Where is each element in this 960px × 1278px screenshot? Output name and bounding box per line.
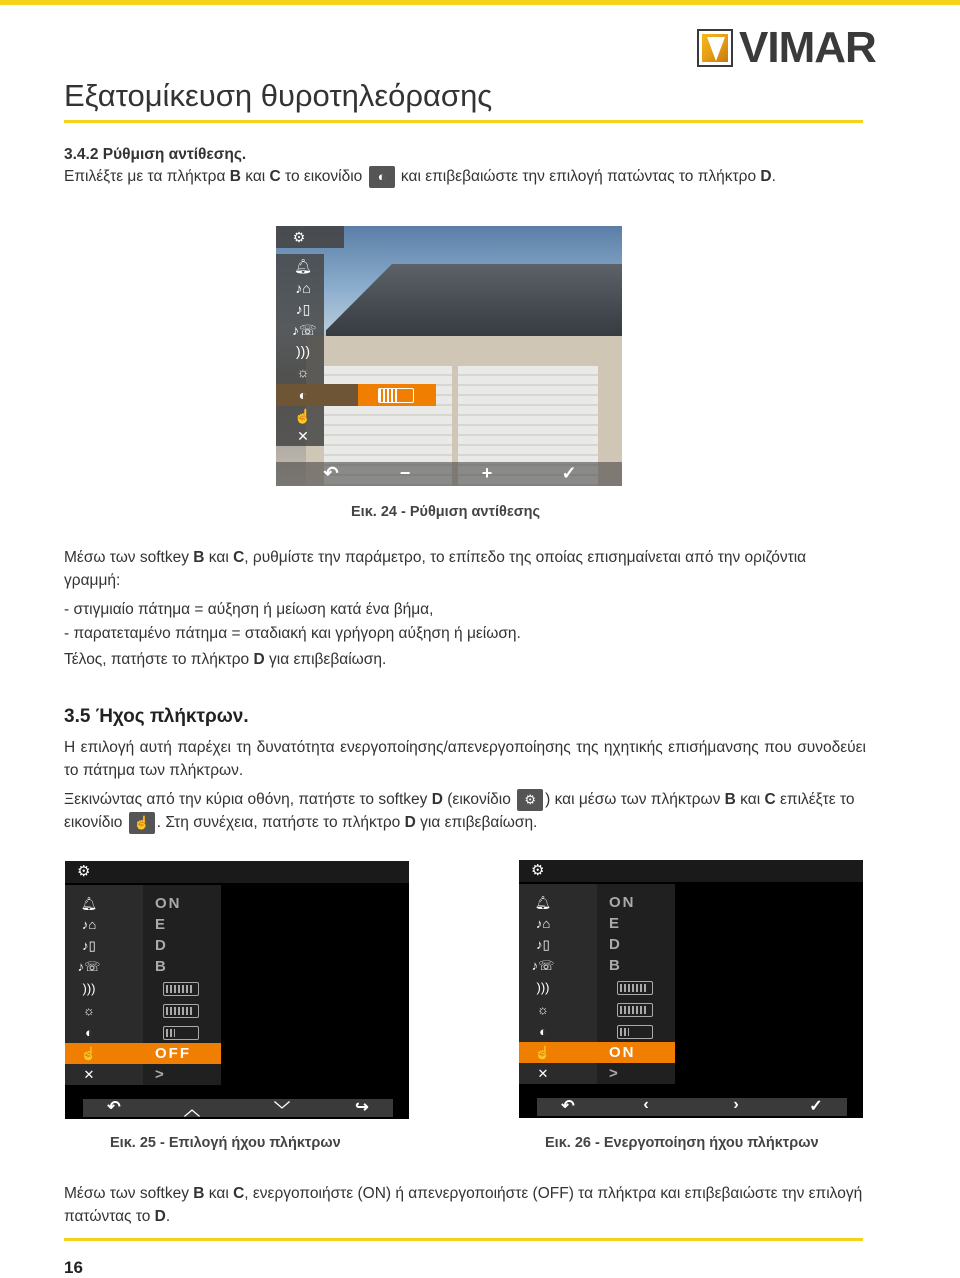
vimar-logo-mark-icon: [697, 29, 733, 67]
key-sound-icon: ☝: [534, 1045, 552, 1060]
minus-softkey[interactable]: −: [399, 463, 411, 483]
menu-row-volume[interactable]: [519, 977, 675, 998]
ringtone-door-icon: ♪▯: [295, 301, 311, 317]
menu-row-volume[interactable]: [65, 978, 221, 999]
bell-icon: 🔔︎: [80, 896, 98, 911]
page-title: Εξατομίκευση θυροτηλεόρασης: [64, 78, 493, 113]
vimar-logo: [697, 23, 876, 72]
bell-icon: 🔔︎: [534, 895, 552, 910]
contrast-icon: ◐: [298, 387, 308, 403]
ringtone-intercom-icon: ♪☏: [531, 958, 555, 973]
contrast-icon: ◐: [369, 166, 395, 188]
figure-24-caption: Εικ. 24 - Ρύθμιση αντίθεσης: [351, 504, 541, 520]
menu-row-bell[interactable]: 🔔︎ ON: [65, 893, 221, 914]
menu-row-door[interactable]: ♪▯ D: [65, 935, 221, 956]
volume-icon: ))): [536, 980, 550, 995]
menu-row-porch[interactable]: ♪⌂ E: [65, 914, 221, 935]
ringtone-porch-icon: ♪⌂: [295, 280, 311, 296]
figure-26-caption: Εικ. 26 - Ενεργοποίηση ήχου πλήκτρων: [545, 1135, 819, 1151]
figure-26-key-sound-on-screen: [519, 860, 863, 1118]
ringtone-door-icon: ♪▯: [82, 938, 96, 953]
contrast-level-bar: [378, 388, 414, 403]
menu-row-brightness[interactable]: [519, 999, 675, 1020]
contrast-instructions: Μέσω των softkey B και C, ρυθμίστε την παράμετρο, το επίπεδο της οποίας επισημαίνεται από την οριζόντια γραμμή:: [64, 549, 807, 589]
back-softkey[interactable]: ↶: [323, 463, 339, 483]
figure-24-contrast-screen: [276, 226, 622, 486]
volume-level-bar: [163, 982, 199, 996]
menu-row-key-sound-selected[interactable]: ☝ OFF: [65, 1043, 221, 1064]
right-softkey[interactable]: ›: [733, 1096, 739, 1113]
contrast-icon: ◐: [539, 1024, 547, 1039]
final-instructions: Μέσω των softkey B και C, ενεργοποιήστε (ON) ή απενεργοποιήστε (OFF) τα πλήκτρα και επιβεβαιώστε την επιλογή πατώντας το D.: [64, 1185, 863, 1225]
settings-gear-icon: ⚙: [517, 789, 543, 811]
key-sound-icon: ☝: [129, 812, 155, 834]
volume-level-bar: [617, 981, 653, 995]
left-softkey[interactable]: ‹: [643, 1096, 649, 1113]
plus-softkey[interactable]: +: [481, 463, 493, 483]
menu-row-intercom[interactable]: ♪☏ B: [77, 958, 168, 975]
down-softkey[interactable]: ﹀: [273, 1102, 290, 1119]
menu-row-door[interactable]: ♪▯ D: [519, 934, 675, 955]
footer-line: [64, 1238, 863, 1241]
instruction-short-press: - στιγμιαίο πάτημα = αύξηση ή μείωση κατά ένα βήμα,: [64, 601, 434, 618]
section-35-intro: Η επιλογή αυτή παρέχει τη δυνατότητα ενεργοποίησης/απενεργοποίησης της ηχητικής επισήμανσης που συνοδεύει το πάτημα των πλήκτρων.: [64, 739, 866, 779]
brightness-icon: ☼: [296, 364, 310, 380]
menu-row-contrast[interactable]: [519, 1021, 675, 1042]
settings-gear-icon: ⚙: [292, 229, 306, 245]
settings-header: [519, 860, 863, 882]
bell-icon: 🔔︎: [294, 258, 312, 274]
instruction-long-press: - παρατεταμένο πάτημα = σταδιακή και γρήγορη αύξηση ή μείωση.: [64, 625, 521, 642]
confirm-softkey[interactable]: ✓: [561, 463, 577, 483]
menu-row-key-sound-selected[interactable]: ☝ ON: [519, 1042, 675, 1063]
enter-softkey[interactable]: ↪: [355, 1099, 369, 1116]
brightness-level-bar: [163, 1004, 199, 1018]
ringtone-intercom-icon: ♪☏: [77, 959, 101, 974]
settings-header: [276, 226, 344, 248]
menu-row-intercom[interactable]: ♪☏ B: [531, 957, 622, 974]
back-softkey[interactable]: ↶: [561, 1098, 575, 1115]
ringtone-door-icon: ♪▯: [536, 937, 550, 952]
contrast-icon: ◐: [85, 1025, 93, 1040]
section-heading-35: 3.5 Ήχος πλήκτρων.: [64, 706, 249, 727]
contrast-level-bar: [163, 1026, 199, 1040]
key-sound-icon: ☝: [80, 1046, 98, 1061]
ringtone-porch-icon: ♪⌂: [81, 917, 97, 932]
brightness-icon: ☼: [537, 1002, 549, 1017]
page-number: 16: [64, 1258, 83, 1277]
menu-row-tools[interactable]: ✕ >: [65, 1064, 221, 1085]
vimar-logo-text: VIMAR: [739, 23, 876, 72]
menu-row-bell[interactable]: 🔔︎ ON: [519, 892, 675, 913]
softkey-bar: [276, 462, 622, 486]
brightness-icon: ☼: [83, 1003, 95, 1018]
settings-tools-icon: ✕: [537, 1066, 549, 1081]
menu-row-tools[interactable]: ✕ >: [519, 1063, 675, 1084]
key-sound-icon: ☝: [294, 408, 312, 424]
menu-row-brightness[interactable]: [65, 1000, 221, 1021]
back-softkey[interactable]: ↶: [107, 1099, 121, 1116]
ringtone-intercom-icon: ♪☏: [292, 322, 317, 338]
section-heading-342: 3.4.2 Ρύθμιση αντίθεσης.: [64, 146, 247, 163]
volume-icon: ))): [82, 981, 96, 996]
brightness-level-bar: [617, 1003, 653, 1017]
settings-gear-icon: ⚙: [531, 862, 545, 879]
instruction-confirm: Τέλος, πατήστε το πλήκτρο D για επιβεβαίωση.: [64, 651, 387, 668]
menu-row-porch[interactable]: ♪⌂ E: [519, 913, 675, 934]
menu-row-contrast[interactable]: [65, 1022, 221, 1043]
settings-header: [65, 861, 409, 883]
section-35-steps: Ξεκινώντας από την κύρια οθόνη, πατήστε το softkey D (εικονίδιο ⚙ ) και μέσω των πλήκτρων B και C επιλέξτε το εικονίδιο ☝ . Στη συνέχεια, πατήστε το πλήκτρο D για επιβεβαίωση.: [64, 788, 866, 834]
ringtone-porch-icon: ♪⌂: [535, 916, 551, 931]
selected-row-contrast-label: [276, 384, 358, 406]
settings-gear-icon: ⚙: [77, 863, 91, 880]
section-342-text: Επιλέξτε με τα πλήκτρα B και C το εικονίδιο ◐ και επιβεβαιώστε την επιλογή πατώντας το πλήκτρο D.: [64, 165, 866, 188]
volume-icon: ))): [296, 343, 310, 359]
contrast-level-bar: [617, 1025, 653, 1039]
title-underline: [64, 120, 863, 123]
up-softkey[interactable]: ︿: [183, 1102, 200, 1119]
figure-25-key-sound-off-screen: [65, 861, 409, 1119]
top-accent-bar: [0, 0, 960, 5]
settings-tools-icon: ✕: [297, 428, 309, 444]
settings-tools-icon: ✕: [83, 1067, 95, 1082]
figure-25-caption: Εικ. 25 - Επιλογή ήχου πλήκτρων: [110, 1135, 341, 1151]
confirm-softkey[interactable]: ✓: [809, 1098, 823, 1115]
